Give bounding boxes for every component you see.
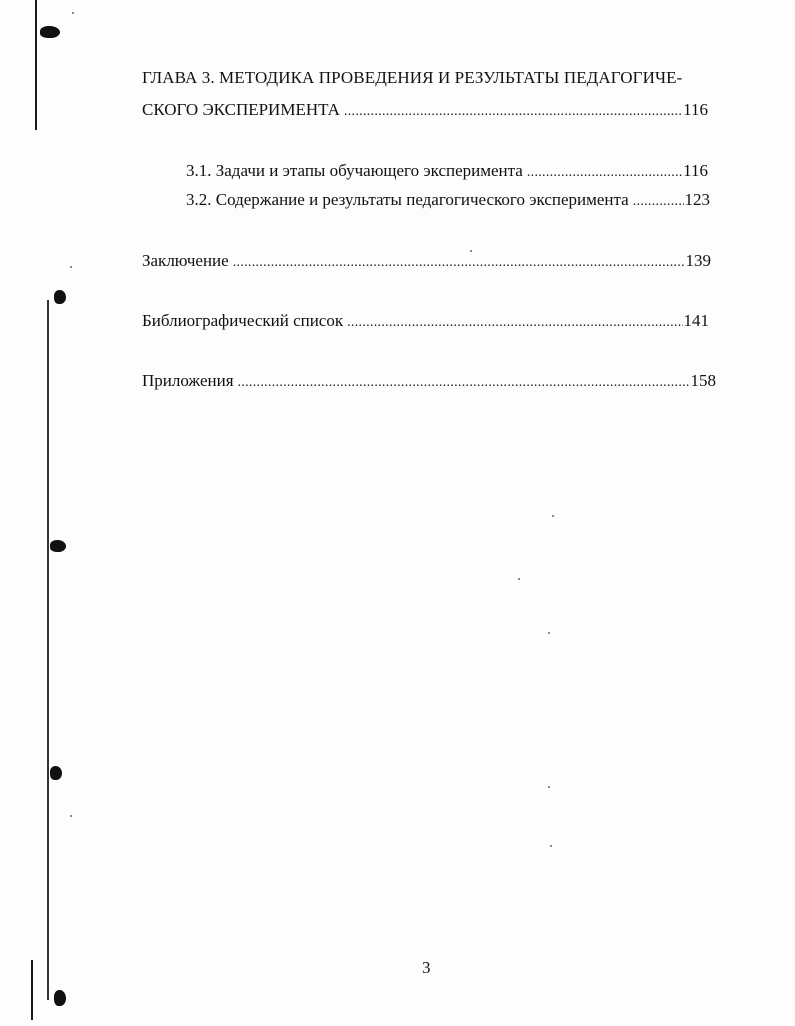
scan-speck (70, 266, 72, 268)
toc-entry-appendices (142, 371, 716, 393)
toc-entry-label: Заключение (142, 251, 229, 270)
scan-blot (40, 26, 60, 38)
toc-leader-dots (527, 163, 682, 183)
toc-entry-section-3-2 (186, 190, 710, 212)
toc-leader-dots (233, 253, 685, 273)
toc-page-number: 139 (685, 251, 711, 270)
toc-entry-section-3-1 (186, 161, 708, 183)
page-number: 3 (422, 958, 431, 977)
binding-edge-mark (47, 300, 49, 1000)
toc-leader-dots (633, 192, 684, 212)
scan-speck (518, 578, 520, 580)
scan-blot (54, 990, 66, 1006)
toc-page-number: 116 (683, 100, 708, 119)
toc-entry-label: СКОГО ЭКСПЕРИМЕНТА (142, 100, 340, 119)
scan-speck (550, 845, 552, 847)
toc-chapter3-title-line1: ГЛАВА 3. МЕТОДИКА ПРОВЕДЕНИЯ И РЕЗУЛЬТАТЫ ПЕДАГОГИЧЕ- (142, 68, 683, 87)
scan-blot (50, 766, 62, 780)
toc-entry-chapter3 (142, 100, 708, 122)
scan-speck (72, 12, 74, 14)
toc-leader-dots (347, 313, 682, 333)
scan-speck (548, 632, 550, 634)
toc-page-number: 141 (683, 311, 709, 330)
toc-page-number: 158 (690, 371, 716, 390)
scan-blot (50, 540, 66, 552)
toc-entry-label: Библиографический список (142, 311, 344, 330)
toc-page-number: 123 (684, 190, 710, 209)
toc-entry-label: 3.2. Содержание и результаты педагогического эксперимента (186, 190, 629, 209)
scan-blot (54, 290, 66, 304)
scan-speck (548, 786, 550, 788)
binding-edge-mark (35, 0, 37, 130)
toc-leader-dots (344, 102, 682, 122)
toc-entry-bibliography (142, 311, 709, 333)
toc-entry-conclusion (142, 251, 711, 273)
toc-leader-dots (238, 373, 690, 393)
toc-entry-label: 3.1. Задачи и этапы обучающего эксперимента (186, 161, 523, 180)
toc-page-number: 116 (683, 161, 708, 180)
scan-speck (552, 515, 554, 517)
scan-speck (70, 815, 72, 817)
toc-entry-label: Приложения (142, 371, 234, 390)
binding-edge-mark (31, 960, 33, 1020)
